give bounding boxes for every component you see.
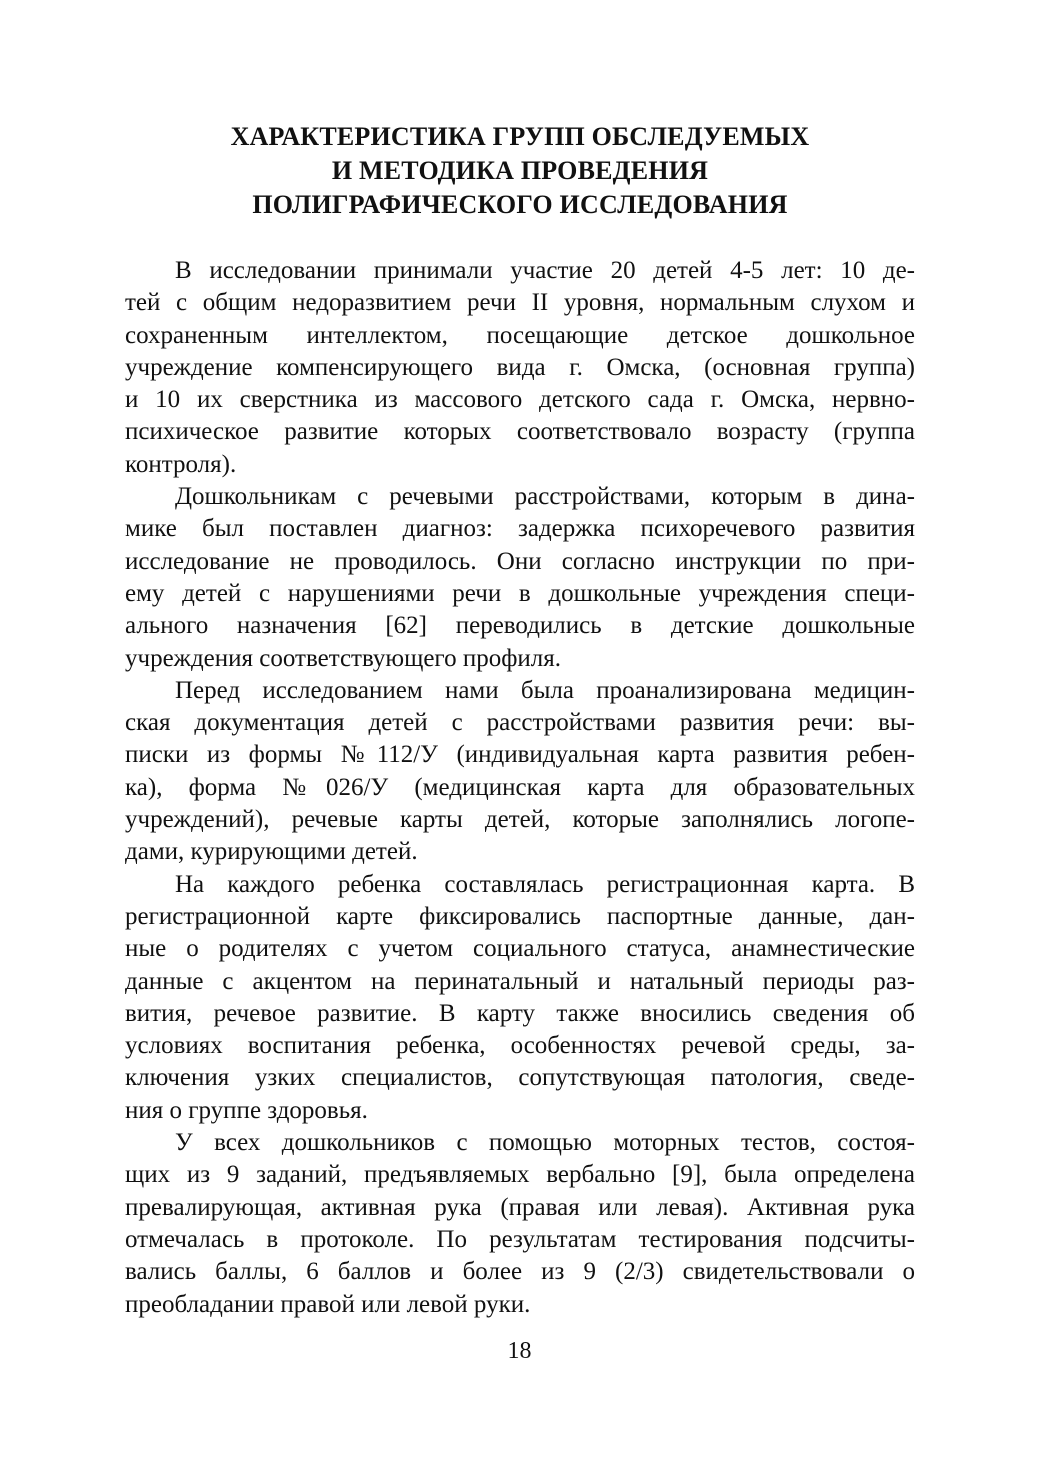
- text-line: Перед исследованием нами была проанализирована медицин-: [175, 676, 915, 704]
- paragraph: [125, 255, 915, 481]
- section-heading: [120, 120, 920, 222]
- text-line: психическое развитие которых соответствовало возрасту (группа: [125, 418, 915, 446]
- text-line: писки из формы №112/У (индивидуальная карта развития ребен-: [125, 741, 915, 769]
- text-line: учреждения соответствующего профиля.: [125, 644, 561, 672]
- text-line: мике был поставлен диагноз: задержка психоречевого развития: [125, 515, 915, 543]
- heading-line: ХАРАКТЕРИСТИКА ГРУПП ОБСЛЕДУЕМЫХ: [230, 122, 810, 151]
- text-line: вались баллы, 6 баллов и более из 9 (2/3) свидетельствовали о: [125, 1258, 915, 1286]
- text-line: отмечалась в протоколе. По результатам тестирования подсчиты-: [125, 1225, 915, 1253]
- text-line: ального назначения [62] переводились в детские дошкольные: [125, 612, 915, 640]
- text-line: сохраненным интеллектом, посещающие детское дошкольное: [125, 321, 915, 349]
- paragraph: [125, 481, 915, 675]
- page-number: 18: [507, 1338, 532, 1364]
- text-line: превалирующая, активная рука (правая или левая). Активная рука: [125, 1193, 915, 1221]
- text-line: В исследовании принимали участие 20 детей 4-5 лет: 10 де-: [175, 257, 915, 284]
- text-line: вития, речевое развитие. В карту также вносились сведения об: [125, 999, 915, 1027]
- text-line: ключения узких специалистов, сопутствующая патология, сведе-: [125, 1064, 915, 1092]
- text-line: ему детей с нарушениями речи в дошкольные учреждения специ-: [125, 579, 915, 607]
- text-line: исследование не проводилось. Они согласно инструкции по при-: [125, 547, 915, 575]
- text-line: и 10 их сверстника из массового детского сада г. Омска, нервно-: [125, 386, 915, 414]
- text-line: Дошкольникам с речевыми расстройствами, которым в дина-: [175, 483, 915, 511]
- paragraph: [125, 675, 915, 869]
- paragraph: [125, 869, 915, 1127]
- text-line: данные с акцентом на перинатальный и натальный периоды раз-: [125, 967, 915, 995]
- text-line: У всех дошкольников с помощью моторных тестов, состоя-: [175, 1129, 915, 1157]
- text-line: На каждого ребенка составлялась регистрационная карта. В: [175, 870, 915, 898]
- text-line: ные о родителях с учетом социального статуса, анамнестические: [125, 935, 915, 963]
- text-line: регистрационной карте фиксировались паспортные данные, дан-: [125, 902, 915, 930]
- text-line: преобладании правой или левой руки.: [125, 1290, 531, 1318]
- text-line: учреждение компенсирующего вида г. Омска, (основная группа): [125, 353, 915, 381]
- text-line: тей с общим недоразвитием речи II уровня, нормальным слухом и: [125, 289, 915, 317]
- text-line: условиях воспитания ребенка, особенностях речевой среды, за-: [125, 1032, 915, 1060]
- paragraph: [125, 1127, 915, 1321]
- text-line: контроля).: [125, 450, 237, 478]
- body-text: [125, 255, 915, 1321]
- heading-line: И МЕТОДИКА ПРОВЕДЕНИЯ: [331, 156, 709, 185]
- text-line: ния о группе здоровья.: [125, 1096, 368, 1124]
- heading-line: ПОЛИГРАФИЧЕСКОГО ИССЛЕДОВАНИЯ: [252, 190, 788, 219]
- text-line: учреждений), речевые карты детей, которые заполнялись логопе-: [125, 806, 915, 834]
- text-line: дами, курирующими детей.: [125, 838, 418, 866]
- text-line: ка), форма №026/У (медицинская карта для образовательных: [125, 773, 915, 801]
- text-line: ская документация детей с расстройствами развития речи: вы-: [125, 709, 915, 737]
- text-line: щих из 9 заданий, предъявляемых вербально [9], была определена: [125, 1161, 915, 1189]
